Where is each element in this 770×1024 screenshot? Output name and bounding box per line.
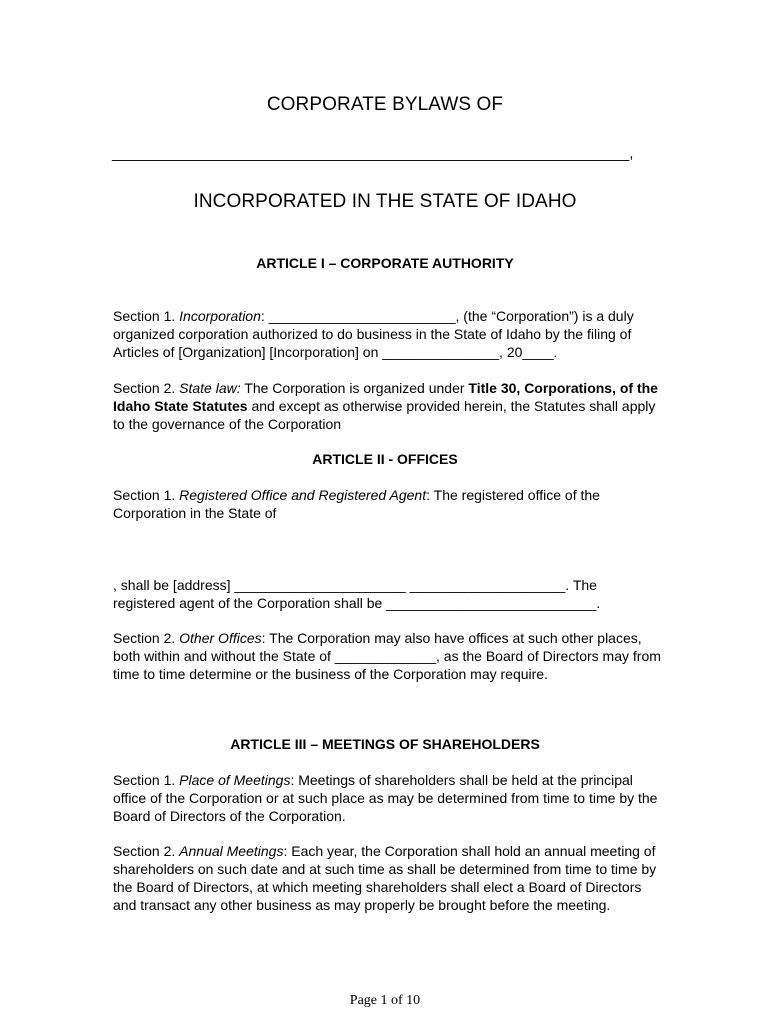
article-3-section-2 <box>113 842 661 914</box>
article-3-section-1 <box>113 771 661 825</box>
section-label: Section 1. <box>113 487 180 503</box>
statute-reference: Title 30, Corporations, of the Idaho State Statutes <box>113 380 658 414</box>
section-title: Incorporation <box>179 308 261 324</box>
page-number: Page 1 of 10 <box>349 993 421 1008</box>
article-2-section-1 <box>113 486 661 522</box>
section-label: Section 1. <box>113 772 180 788</box>
article-2-section-1-continued: , shall be [address] ______________________ ____________________. The registered agent of the Corporation shall be ___________________________. <box>113 577 601 611</box>
article-1-section-2 <box>113 379 661 433</box>
section-text: The Corporation is organized under <box>240 380 469 396</box>
article-1-heading: ARTICLE I – CORPORATE AUTHORITY <box>256 255 514 271</box>
document-title: CORPORATE BYLAWS OF <box>266 94 504 115</box>
section-text: : The Corporation may also have offices at such other places, both within and without the State of _____________, as the Board of Directors may from time to time determine or the business of the Corporation may require. <box>113 630 661 682</box>
section-label: Section 2. <box>113 843 180 859</box>
article-1-section-1 <box>113 307 661 361</box>
section-text: : The registered office of the Corporation in the State of <box>113 487 600 521</box>
section-text: and except as otherwise provided herein, the Statutes shall apply to the governance of the Corporation <box>113 398 656 432</box>
article-2-heading: ARTICLE II - OFFICES <box>312 451 458 467</box>
corporation-name-blank: ______________________________________________________________, <box>112 145 634 162</box>
section-title: Place of Meetings <box>179 772 291 788</box>
section-label: Section 1. <box>113 308 180 324</box>
section-title: Other Offices <box>179 630 262 646</box>
section-title: State law: <box>179 380 241 396</box>
article-2-section-2 <box>113 629 661 683</box>
section-label: Section 2. <box>113 380 180 396</box>
section-text: : Each year, the Corporation shall hold an annual meeting of shareholders on such date and at such time as shall be determined from time to time by the Board of Directors, at which meeting shareholders shall elect a Board of Directors and transact any other business as may properly be brought before the meeting. <box>113 843 657 913</box>
section-text: : ________________________, (the “Corporation”) is a duly organized corporation authorized to do business in the State of Idaho by the filing of Articles of [Organization] [Incorporation] on _______________, 20____. <box>113 308 634 360</box>
section-title: Registered Office and Registered Agent <box>179 487 427 503</box>
document-subtitle: INCORPORATED IN THE STATE OF IDAHO <box>193 191 577 212</box>
section-title: Annual Meetings <box>179 843 284 859</box>
section-text: : Meetings of shareholders shall be held at the principal office of the Corporation or at such place as may be determined from time to time by the Board of Directors of the Corporation. <box>113 772 658 824</box>
article-3-heading: ARTICLE III – MEETINGS OF SHAREHOLDERS <box>230 736 540 752</box>
section-label: Section 2. <box>113 630 180 646</box>
